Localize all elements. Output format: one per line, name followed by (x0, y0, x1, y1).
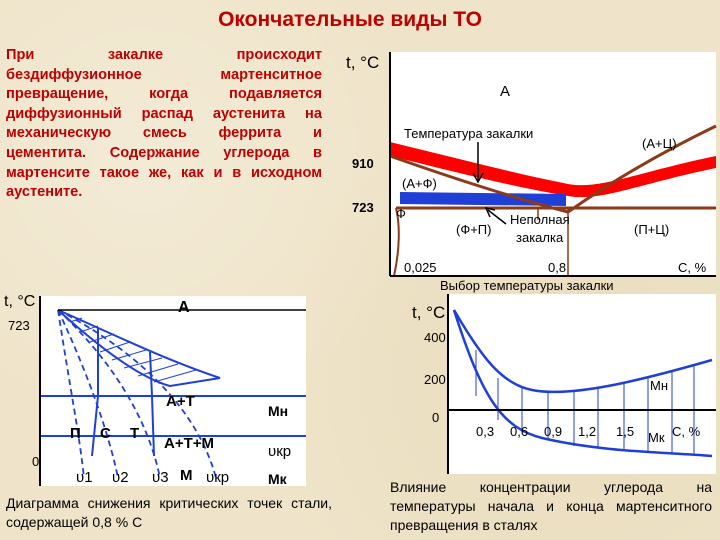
quench-temperature-diagram (338, 44, 720, 294)
diagram-area (40, 296, 306, 486)
x-tick-03: 0,3 (476, 424, 495, 439)
v2-label: υ2 (112, 469, 129, 486)
label-vcr: υкр (268, 443, 292, 460)
region-AF: (А+Ф) (402, 176, 437, 191)
region-PC: (П+Ц) (634, 222, 670, 237)
region-F: Ф (396, 206, 406, 221)
x-tick-12: 1,2 (578, 424, 597, 439)
vcr-label: υкр (206, 469, 230, 486)
top-diagram-caption: Выбор температуры закалки (440, 278, 614, 293)
region-AC: (А+Ц) (642, 136, 677, 151)
x-axis-label: C, % (678, 260, 707, 275)
x-axis-label: C, % (672, 424, 701, 439)
y-axis-label: t, °C (4, 293, 36, 310)
v1-label: υ1 (76, 469, 93, 486)
label-Mk: Мк (648, 430, 665, 445)
partial-label-2: закалка (516, 230, 564, 245)
label-Mn: Мн (650, 378, 669, 393)
x-tick-0025: 0,025 (404, 260, 437, 275)
partial-label-1: Неполная (510, 212, 570, 227)
tick-0: 0 (32, 454, 40, 469)
tick-200: 200 (424, 372, 446, 387)
intro-paragraph: При закалке происходит бездиффузионное мартенситное превращение, когда подавляется диффузионный распад аустенита на механическую смесь феррита и цементита. Содержание углерода в мартенсите такое же, как и в исходном аустените. (6, 47, 322, 201)
x-tick-06: 0,6 (510, 424, 529, 439)
region-AT: А+Т (166, 393, 195, 410)
y-axis-label: t, °C (412, 303, 446, 322)
right-caption: Влияние концентрации углерода на температуры начала и конца мартенситного превращения в сталях (390, 479, 712, 533)
region-FP: (Ф+П) (456, 222, 492, 237)
y-axis-label: t, °C (346, 53, 380, 72)
carbon-influence-diagram (402, 288, 720, 476)
region-M: М (180, 467, 193, 484)
label-Mk: Мк (268, 471, 287, 487)
x-tick-09: 0,9 (544, 424, 563, 439)
tick-723: 723 (352, 200, 374, 215)
region-S: С (100, 425, 111, 442)
x-tick-08: 0,8 (548, 260, 567, 275)
label-Mn: Мн (268, 403, 289, 419)
tick-0: 0 (432, 410, 440, 425)
page-title: Окончательные виды ТО (218, 8, 482, 31)
tick-400: 400 (424, 330, 446, 345)
tick-723: 723 (8, 318, 30, 333)
left-caption: Диаграмма снижения критических точек стали, содержащей 0,8 % С (6, 495, 332, 530)
diagram-area (448, 294, 716, 474)
region-P: П (70, 425, 81, 442)
v3-label: υ3 (152, 469, 169, 486)
region-T: Т (130, 425, 140, 442)
region-A: А (500, 83, 511, 100)
region-A: А (178, 299, 190, 316)
supercooling-diagram (0, 288, 310, 488)
quench-temp-label: Температура закалки (404, 126, 534, 141)
tick-910: 910 (352, 156, 374, 171)
region-ATM: А+Т+М (164, 435, 215, 452)
x-tick-15: 1,5 (616, 424, 635, 439)
